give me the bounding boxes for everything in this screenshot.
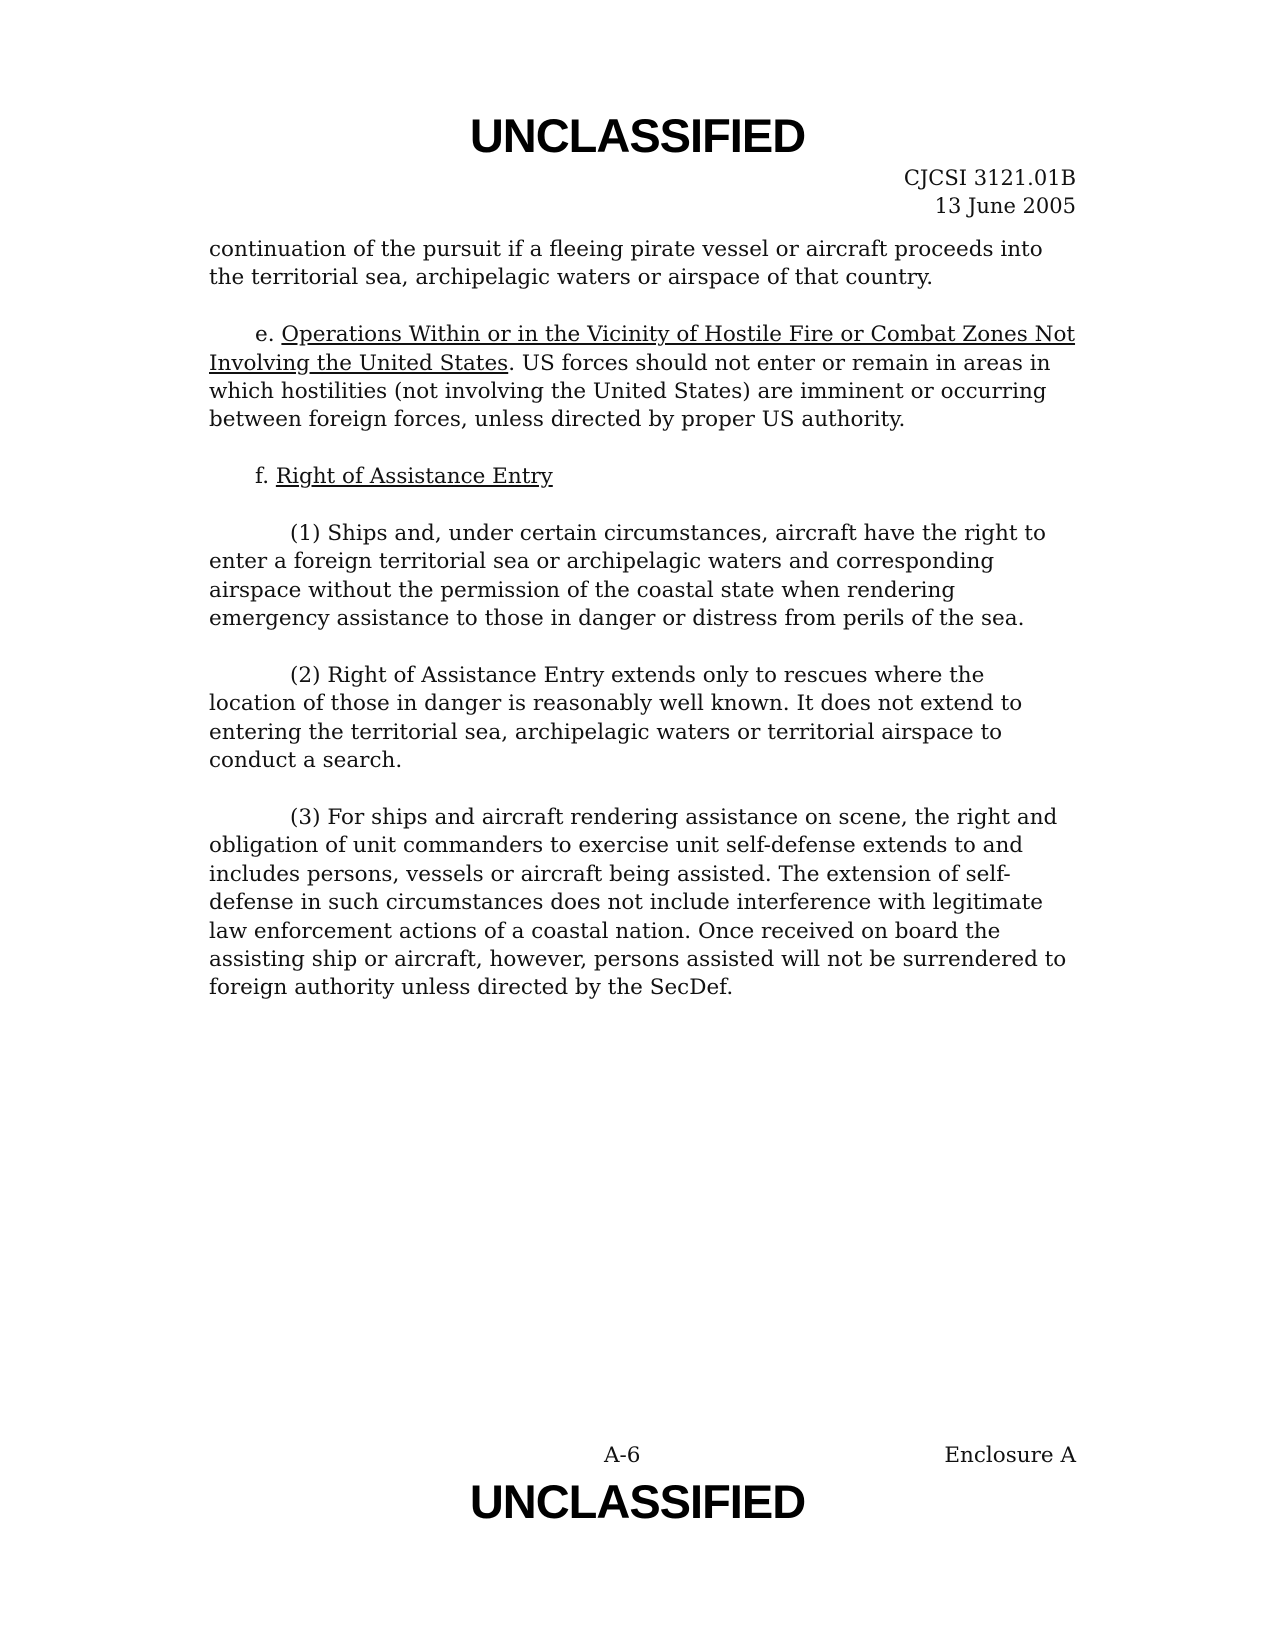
section-e-text: US forces should not enter or remain in areas in which hostilities (not involving the United States) are imminent or occurring between foreign forces, unless directed by proper US authority. bbox=[209, 350, 1051, 433]
subparagraph-3 bbox=[209, 804, 1077, 1003]
subparagraph-1 bbox=[209, 520, 1077, 634]
classification-banner-bottom: UNCLASSIFIED bbox=[469, 1475, 806, 1528]
subparagraph-2-text: Right of Assistance Entry extends only to rescues where the location of those in danger is reasonably well known. It does not extend to entering the territorial sea, archipelagic waters or territorial airspace to conduct a search. bbox=[209, 663, 1023, 774]
subparagraph-3-marker: (3) bbox=[290, 805, 321, 831]
subparagraph-1-marker: (1) bbox=[290, 521, 321, 547]
section-e-heading: Operations Within or in the Vicinity of Hostile Fire or Combat Zones Not Involving the United States bbox=[209, 322, 1076, 376]
section-e-marker: e. bbox=[255, 322, 275, 348]
section-f-heading: Right of Assistance Entry bbox=[275, 464, 553, 490]
continuation-paragraph: continuation of the pursuit if a fleeing pirate vessel or aircraft proceeds into the territorial sea, archipelagic waters or airspace of that country. bbox=[209, 237, 1043, 291]
subparagraph-2 bbox=[209, 662, 1077, 776]
enclosure-label: Enclosure A bbox=[944, 1443, 1076, 1468]
subparagraph-3-text: For ships and aircraft rendering assistance on scene, the right and obligation of unit commanders to exercise unit self-defense extends to and includes persons, vessels or aircraft being assisted. The extension of self-defense in such circumstances does not include interference with legitimate law enforcement actions of a coastal nation. Once received on board the assisting ship or aircraft, however, persons assisted will not be surrendered to foreign authority unless directed by the SecDef. bbox=[209, 805, 1067, 1001]
classification-banner-top: UNCLASSIFIED bbox=[469, 109, 806, 162]
document-number: CJCSI 3121.01B bbox=[903, 166, 1076, 190]
section-f-marker: f. bbox=[255, 464, 270, 490]
subparagraph-2-marker: (2) bbox=[290, 663, 321, 689]
page-number: A-6 bbox=[604, 1443, 641, 1468]
section-e-paragraph bbox=[209, 321, 1077, 435]
section-f-heading-line bbox=[209, 463, 1077, 491]
document-identifier bbox=[904, 164, 1076, 220]
document-date: 13 June 2005 bbox=[934, 194, 1076, 218]
document-body bbox=[209, 236, 1077, 1031]
section-e-heading-end: . bbox=[508, 350, 516, 376]
subparagraph-1-text: Ships and, under certain circumstances, aircraft have the right to enter a foreign territorial sea or archipelagic waters and corresponding airspace without the permission of the coastal state when rendering emergency assistance to those in danger or distress from perils of the sea. bbox=[209, 521, 1046, 632]
